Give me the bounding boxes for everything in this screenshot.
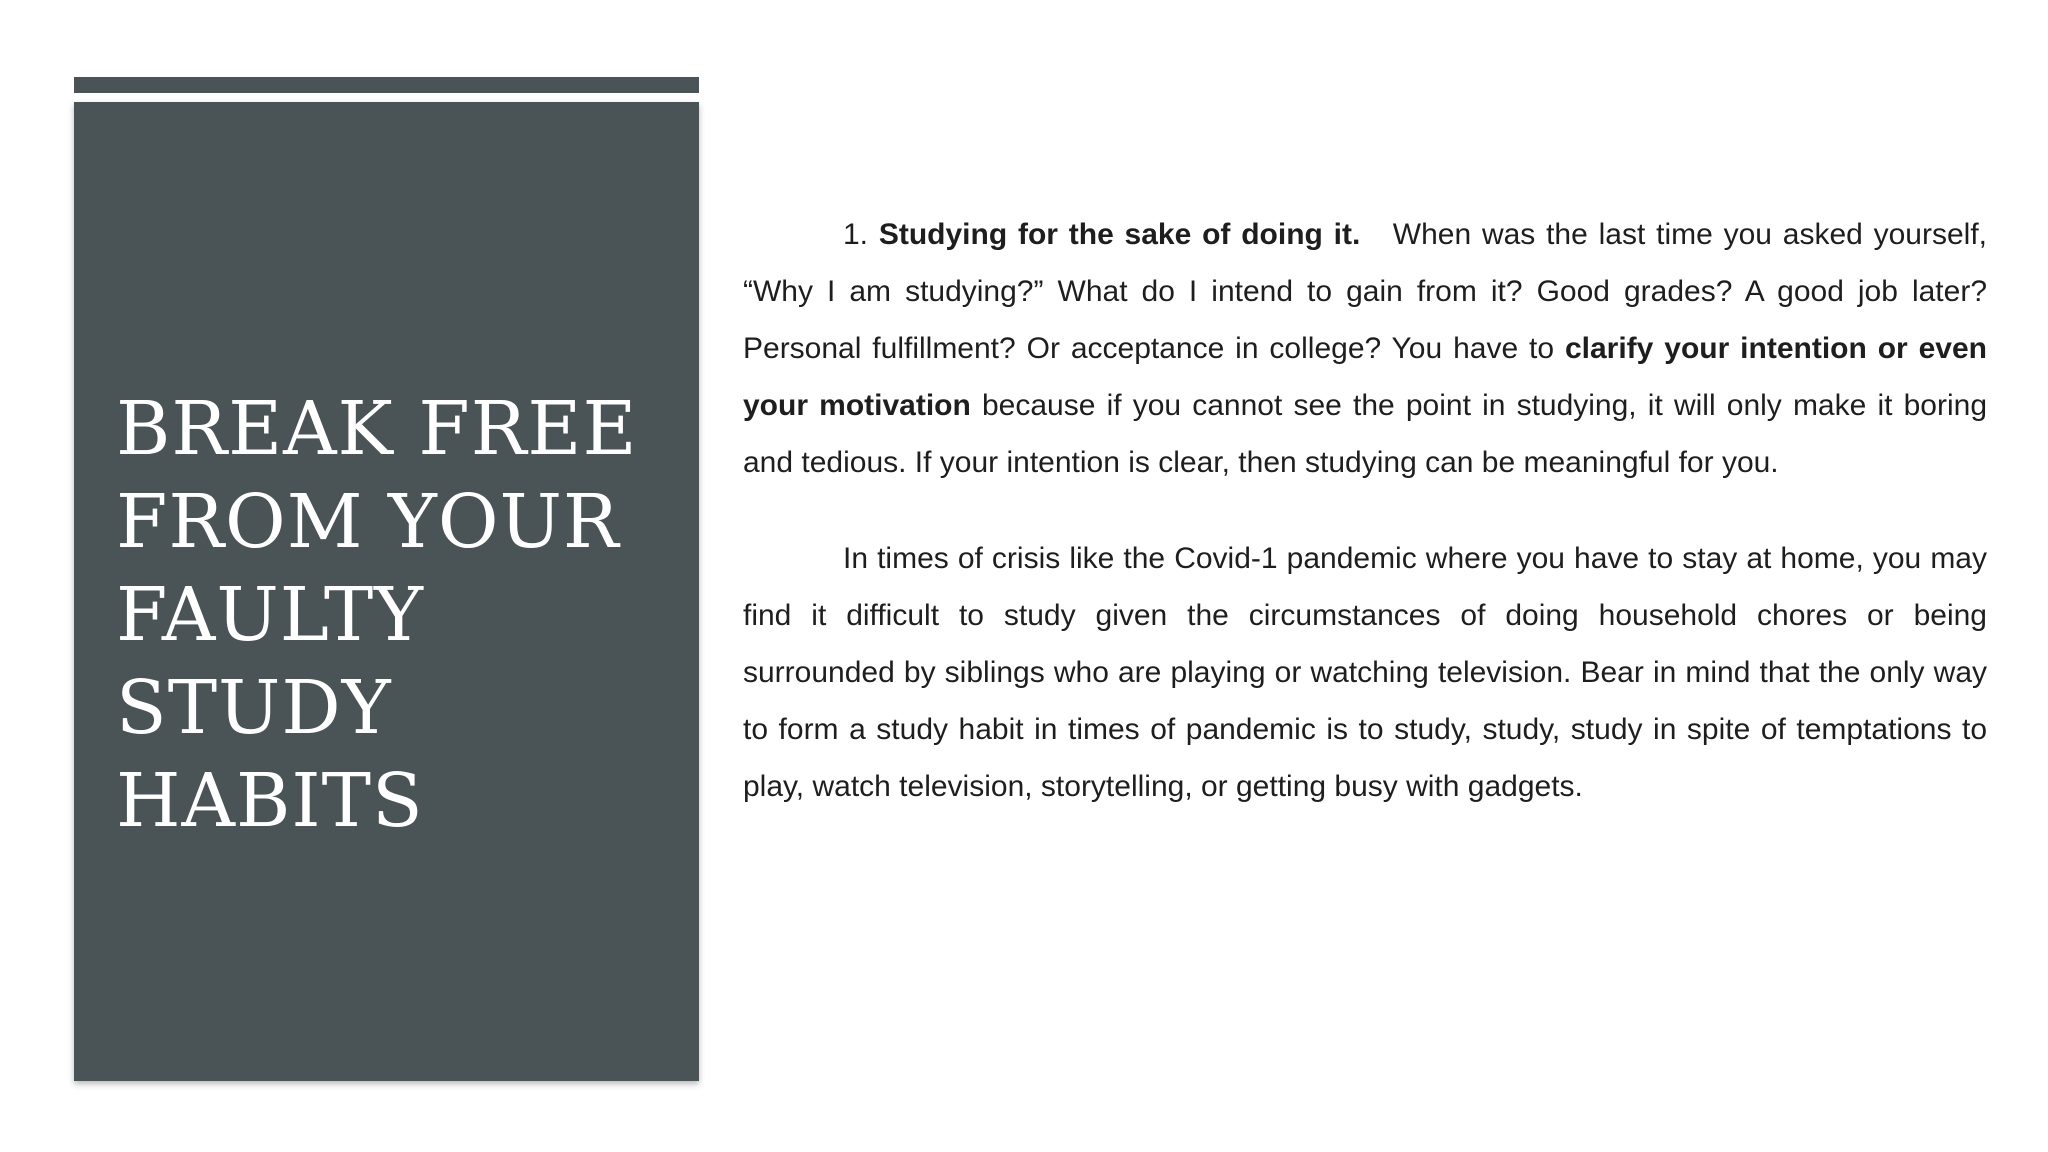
- paragraph-study-purpose: [743, 206, 1996, 491]
- slide-title: [116, 383, 676, 848]
- body-text: [743, 206, 1996, 815]
- title-line: STUDY: [116, 665, 392, 751]
- title-line: BREAK FREE: [116, 386, 638, 472]
- paragraph-emphasis: clarify your intention or even your motivation: [743, 332, 1987, 422]
- paragraph-pandemic: In times of crisis like the Covid-1 pandemic where you have to stay at home, you may find it difficult to study given the circumstances of doing household chores or being surrounded by siblings who are playing or watching television. Bear in mind that the only way to form a study habit in times of pandemic is to study, study, study in spite of temptations to play, watch television, storytelling, or getting busy with gadgets.: [743, 542, 1987, 803]
- paragraph-text: When was the last time you asked yourself, “Why I am studying?” What do I intend to gain from it? Good grades? A good job later? Personal fulfillment? Or acceptance in college? You have to: [743, 218, 1996, 365]
- paragraph-text: because if you cannot see the point in studying, it will only make it boring and tedious. If your intention is clear, then studying can be meaningful for you.: [743, 389, 1988, 479]
- title-line: FROM YOUR: [116, 479, 620, 565]
- list-number: 1.: [843, 218, 879, 251]
- title-line: FAULTY: [116, 572, 425, 658]
- paragraph-heading: Studying for the sake of doing it.: [878, 218, 1361, 251]
- title-line: HABITS: [116, 758, 424, 844]
- title-accent-bar: [74, 77, 699, 93]
